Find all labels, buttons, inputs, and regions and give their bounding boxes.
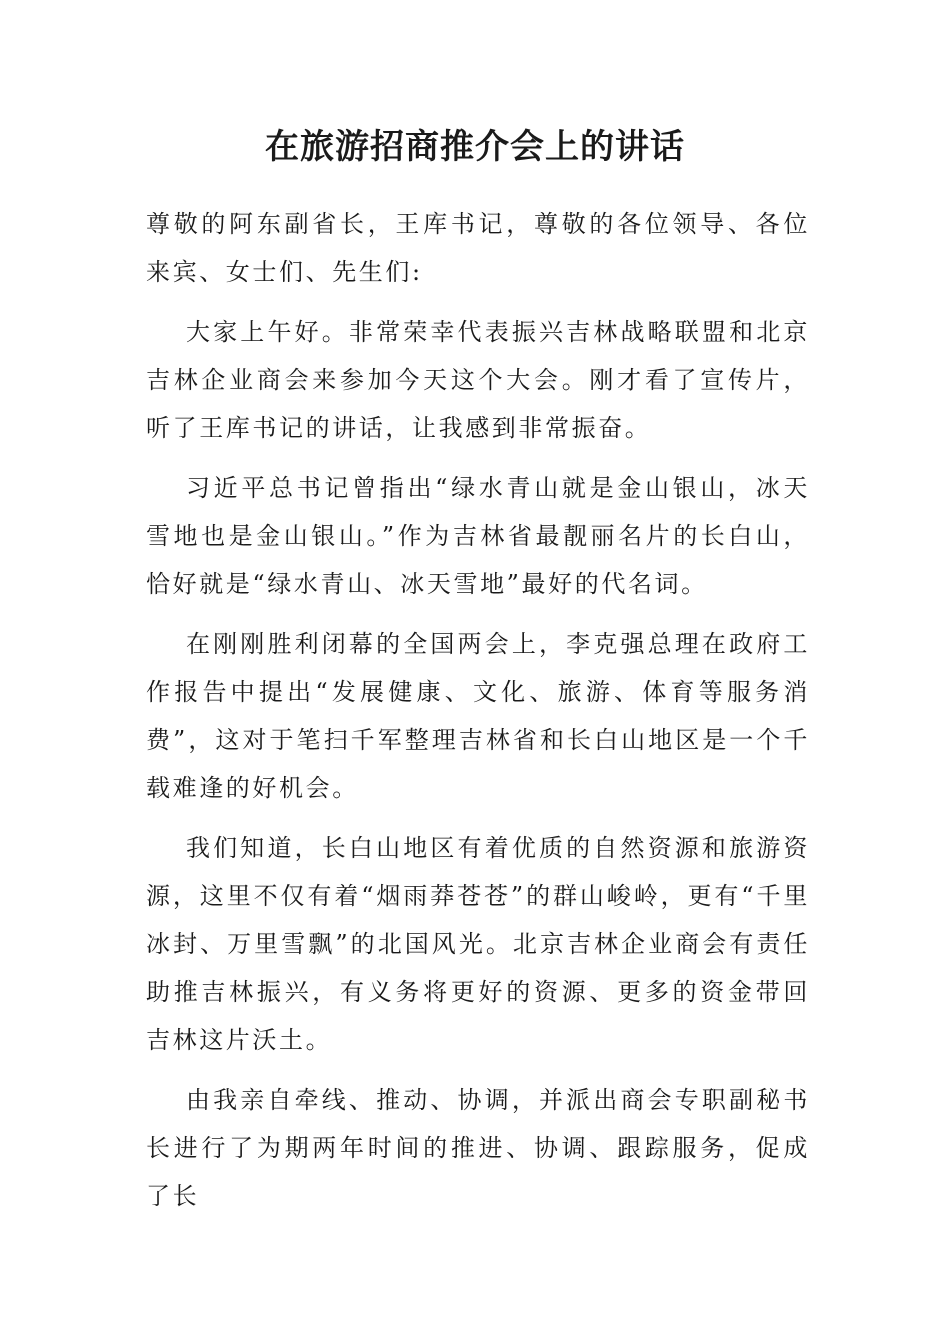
document-body (146, 200, 810, 1232)
body-paragraph: 我们知道，长白山地区有着优质的自然资源和旅游资源，这里不仅有着“烟雨莽苍苍”的群山峻岭，更有“千里冰封、万里雪飘”的北国风光。北京吉林企业商会有责任助推吉林振兴，有义务将更好的资源、更多的资金带回吉林这片沃土。 (146, 834, 810, 1054)
salutation-paragraph: 尊敬的阿东副省长，王库书记，尊敬的各位领导、各位来宾、女士们、先生们: (146, 210, 810, 286)
body-paragraph: 由我亲自牵线、推动、协调，并派出商会专职副秘书长进行了为期两年时间的推进、协调、跟踪服务，促成了长 (146, 1086, 810, 1210)
body-paragraph: 习近平总书记曾指出“绿水青山就是金山银山，冰天雪地也是金山银山。”作为吉林省最靓丽名片的长白山，恰好就是“绿水青山、冰天雪地”最好的代名词。 (146, 474, 810, 598)
document-title: 在旅游招商推介会上的讲话 (265, 127, 685, 167)
body-paragraph: 大家上午好。非常荣幸代表振兴吉林战略联盟和北京吉林企业商会来参加今天这个大会。刚才看了宣传片，听了王库书记的讲话，让我感到非常振奋。 (146, 318, 810, 442)
body-paragraph: 在刚刚胜利闭幕的全国两会上，李克强总理在政府工作报告中提出“发展健康、文化、旅游、体育等服务消费”，这对于笔扫千军整理吉林省和长白山地区是一个千载难逢的好机会。 (146, 630, 810, 802)
